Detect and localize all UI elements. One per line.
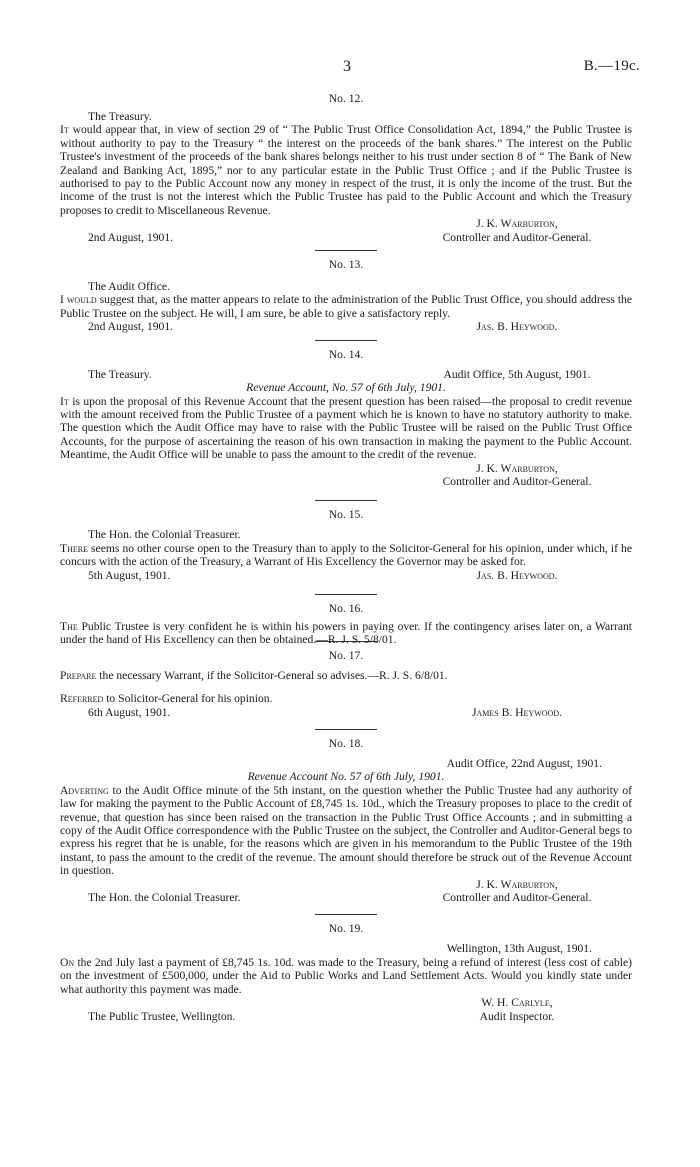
signatory-name: J. K. Warburton, [476, 217, 558, 231]
addressee-no12: The Treasury. [88, 110, 152, 123]
document-reference: B.—19c. [583, 58, 640, 74]
paragraph-no14 [60, 395, 632, 462]
lead-word: I would [60, 293, 97, 307]
addressee: The Hon. the Colonial Treasurer. [88, 891, 241, 905]
paragraph-text: would appear that, in view of section 29 of “ The Public Trust Office Consolidation Act, 1894,” the Public Trustee is without authority to pay to the Treasury “ the interest on the proceeds of the bank shares.” The interest on the Public Trustee's investment of the proceeds of the bank shares belongs neither to his trust under section 8 of “ The Bank of New Zealand and Banking Act, 1895,” nor to any particular estate in the Public Trust Office ; and if the Public Trustee is authorised to pay to the Public Account now any money in respect of the trust, it is only the income of the trust. But the income of the trust is not the interest which the Public Trustee has paid to the Public Account and which the Treasury proposes to credit to Miscellaneous Revenue. [60, 123, 632, 217]
lead-word: It [60, 394, 69, 408]
date-row-no12 [60, 231, 632, 244]
place-date-no18: Audit Office, 22nd August, 1901. [446, 757, 602, 770]
paragraph-text: the necessary Warrant, if the Solicitor-General so advises.—R. J. S. 6/8/01. [99, 668, 448, 682]
signatory-title: Audit Inspector. [479, 1009, 555, 1023]
section-title-no14: No. 14. [328, 347, 364, 361]
section-title-no15: No. 15. [328, 508, 364, 522]
section-divider [315, 729, 377, 730]
page-header [0, 60, 700, 78]
section-title-no18: No. 18. [328, 737, 364, 750]
paragraph-no17-prepare [60, 669, 632, 682]
signature-no14 [60, 462, 632, 489]
address-row-no14 [60, 368, 632, 381]
address-row-no18 [60, 891, 632, 904]
lead-word: Adverting [60, 783, 109, 797]
lead-word: There [60, 541, 88, 555]
signatory-name: James B. Heywood. [472, 705, 562, 719]
signatory-title: Controller and Auditor-General. [442, 474, 592, 488]
addressee: The Treasury. [88, 367, 152, 381]
page-number: 3 [343, 58, 351, 75]
account-heading-no14: Revenue Account, No. 57 of 6th July, 1901. [246, 381, 446, 395]
addressee: The Public Trustee, Wellington. [88, 1009, 236, 1023]
paragraph-no16 [60, 620, 632, 647]
section-divider [315, 914, 377, 915]
lead-word: On [60, 955, 75, 969]
paragraph-text: the 2nd July last a payment of £8,745 1s. 10d. was made to the Treasury, being a refund of interest (less cost of cable) on the investment of £500,000, under the Aid to Public Works and Land Settlement Acts. Would you kindly state under what authority this payment was made. [60, 955, 632, 996]
paragraph-no18 [60, 784, 632, 878]
place-date: Audit Office, 5th August, 1901. [443, 367, 591, 381]
paragraph-no19 [60, 956, 632, 996]
signatory-title: Controller and Auditor-General. [442, 891, 592, 905]
section-title-no16: No. 16. [328, 601, 364, 615]
addressee-no13: The Audit Office. [88, 280, 170, 294]
account-heading-no18: Revenue Account No. 57 of 6th July, 1901. [247, 770, 445, 784]
place-date-no19: Wellington, 13th August, 1901. [446, 942, 592, 956]
signatory-name: Jas. B. Heywood. [476, 320, 558, 334]
document-body [60, 92, 632, 1023]
signatory-name: Jas. B. Heywood. [476, 568, 558, 582]
section-divider [315, 500, 377, 501]
signatory-name: W. H. Carlyle, [481, 996, 553, 1010]
date: 2nd August, 1901. [88, 320, 174, 334]
lead-word: It [60, 123, 69, 137]
date: 5th August, 1901. [88, 568, 171, 582]
paragraph-text: to Solicitor-General for his opinion. [106, 692, 273, 706]
section-title-no19: No. 19. [328, 922, 364, 936]
signature-no12 [60, 217, 632, 230]
date-row-no13 [60, 320, 632, 333]
paragraph-no15 [60, 542, 632, 569]
date: 6th August, 1901. [88, 705, 171, 719]
section-divider [315, 594, 377, 595]
paragraph-text: suggest that, as the matter appears to relate to the administration of the Public Trust Office, you should address the Public Trustee on the subject. He will, I am sure, be able to give a satisfactory reply. [60, 293, 633, 320]
paragraph-no12 [60, 123, 632, 217]
section-divider [315, 340, 377, 341]
date-row-no15 [60, 569, 632, 582]
signatory-title: Controller and Auditor-General. [442, 230, 592, 244]
signatory-name: J. K. Warburton, [476, 877, 558, 891]
lead-word: Referred [60, 692, 104, 706]
paragraph-no13 [60, 293, 632, 320]
lead-word: The [60, 619, 78, 633]
paragraph-text: to the Audit Office minute of the 5th instant, on the question whether the Public Trustee had any authority of law for making the payment to the Public Account of £8,745 1s. 10d., which the Treasury proposes to place to the credit of revenue, that question has since been raised on the transaction in the Public Trust Office Accounts ; and in submitting a copy of the Audit Office correspondence with the Public Trustee on the subject, the Controller and Auditor-General begs to express his regret that he is unable, for the reasons which are given in his memorandum to the Public Trustee of the 19th instant, to pass the amount to the credit of the revenue. The amount should therefore be struck out of the Revenue Account in question. [60, 783, 632, 878]
lead-word: Prepare [60, 668, 97, 682]
addressee-no15: The Hon. the Colonial Treasurer. [88, 528, 241, 542]
address-row-no19 [60, 1010, 632, 1023]
signature-no19 [60, 996, 632, 1009]
section-divider [315, 250, 377, 251]
paragraph-no17-referred [60, 692, 632, 705]
paragraph-text: Public Trustee is very confident he is within his powers in paying over. If the contingency arises later on, a Warrant under the hand of His Excellency can then be obtained.—R. J. S. 5/8/01. [60, 619, 633, 647]
section-title-no17: No. 17. [328, 648, 364, 662]
paragraph-text: seems no other course open to the Treasury than to apply to the Solicitor-General for his opinion, under which, if he concurs with the action of the Treasury, a Warrant of His Excellency the Governor may be asked for. [60, 541, 632, 569]
paragraph-text: is upon the proposal of this Revenue Account that the present question has been raised—the proposal to credit revenue with the amount received from the Public Trustee of a payment which he is known to have no statutory authority to make. The question which the Audit Office may have to raise with the Public Trustee will be raised on the Public Trust Office Accounts, for the purpose of ascertaining the reason of his own transaction in making the payment to the Public Account. Meantime, the Audit Office will be unable to pass the amount to the credit of the revenue. [60, 394, 632, 462]
section-title-no13: No. 13. [328, 258, 364, 272]
date: 2nd August, 1901. [88, 230, 174, 244]
signature-no18 [60, 878, 632, 891]
section-title-no12: No. 12. [328, 92, 364, 105]
signatory-name: J. K. Warburton, [476, 461, 558, 475]
date-row-no17 [60, 706, 632, 719]
